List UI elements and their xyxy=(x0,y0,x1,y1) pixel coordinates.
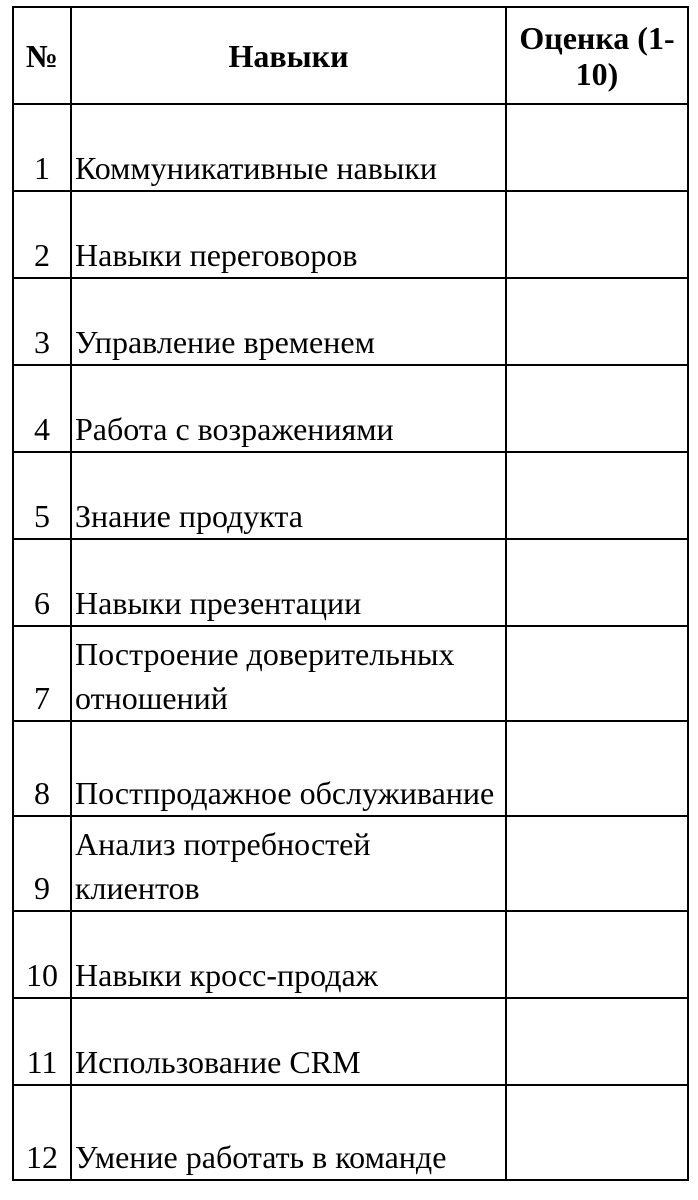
table-row xyxy=(13,911,688,998)
row-number: 4 xyxy=(13,365,71,452)
skill-name: Навыки кросс-продаж xyxy=(71,911,506,998)
table-row xyxy=(13,816,688,911)
score-cell[interactable] xyxy=(506,911,688,998)
row-number: 1 xyxy=(13,104,71,191)
table-row xyxy=(13,998,688,1085)
row-number: 3 xyxy=(13,278,71,365)
score-cell[interactable] xyxy=(506,278,688,365)
skill-name: Управление временем xyxy=(71,278,506,365)
table-row xyxy=(13,452,688,539)
skill-name: Построение доверительных отношений xyxy=(71,626,506,721)
skill-name: Умение работать в команде xyxy=(71,1085,506,1180)
score-cell[interactable] xyxy=(506,1085,688,1180)
row-number: 7 xyxy=(13,626,71,721)
header-score: Оценка (1-10) xyxy=(506,7,688,104)
score-cell[interactable] xyxy=(506,104,688,191)
skill-name: Навыки презентации xyxy=(71,539,506,626)
skill-name: Анализ потребностей клиентов xyxy=(71,816,506,911)
row-number: 10 xyxy=(13,911,71,998)
table-row xyxy=(13,721,688,816)
row-number: 2 xyxy=(13,191,71,278)
skill-name: Коммуникативные навыки xyxy=(71,104,506,191)
score-cell[interactable] xyxy=(506,721,688,816)
skill-name: Знание продукта xyxy=(71,452,506,539)
table-row xyxy=(13,626,688,721)
score-cell[interactable] xyxy=(506,365,688,452)
table-row xyxy=(13,104,688,191)
table-row xyxy=(13,278,688,365)
row-number: 5 xyxy=(13,452,71,539)
header-skill: Навыки xyxy=(71,7,506,104)
skill-name: Работа с возражениями xyxy=(71,365,506,452)
skills-assessment-table xyxy=(12,6,689,1181)
table-row xyxy=(13,191,688,278)
table-row xyxy=(13,539,688,626)
score-cell[interactable] xyxy=(506,191,688,278)
table-row xyxy=(13,365,688,452)
row-number: 9 xyxy=(13,816,71,911)
score-cell[interactable] xyxy=(506,816,688,911)
row-number: 8 xyxy=(13,721,71,816)
score-cell[interactable] xyxy=(506,452,688,539)
score-cell[interactable] xyxy=(506,539,688,626)
score-cell[interactable] xyxy=(506,626,688,721)
skill-name: Использование CRM xyxy=(71,998,506,1085)
row-number: 11 xyxy=(13,998,71,1085)
table-row xyxy=(13,1085,688,1180)
header-number: № xyxy=(13,7,71,104)
row-number: 6 xyxy=(13,539,71,626)
skill-name: Постпродажное обслуживание xyxy=(71,721,506,816)
score-cell[interactable] xyxy=(506,998,688,1085)
skill-name: Навыки переговоров xyxy=(71,191,506,278)
header-row xyxy=(13,7,688,104)
row-number: 12 xyxy=(13,1085,71,1180)
